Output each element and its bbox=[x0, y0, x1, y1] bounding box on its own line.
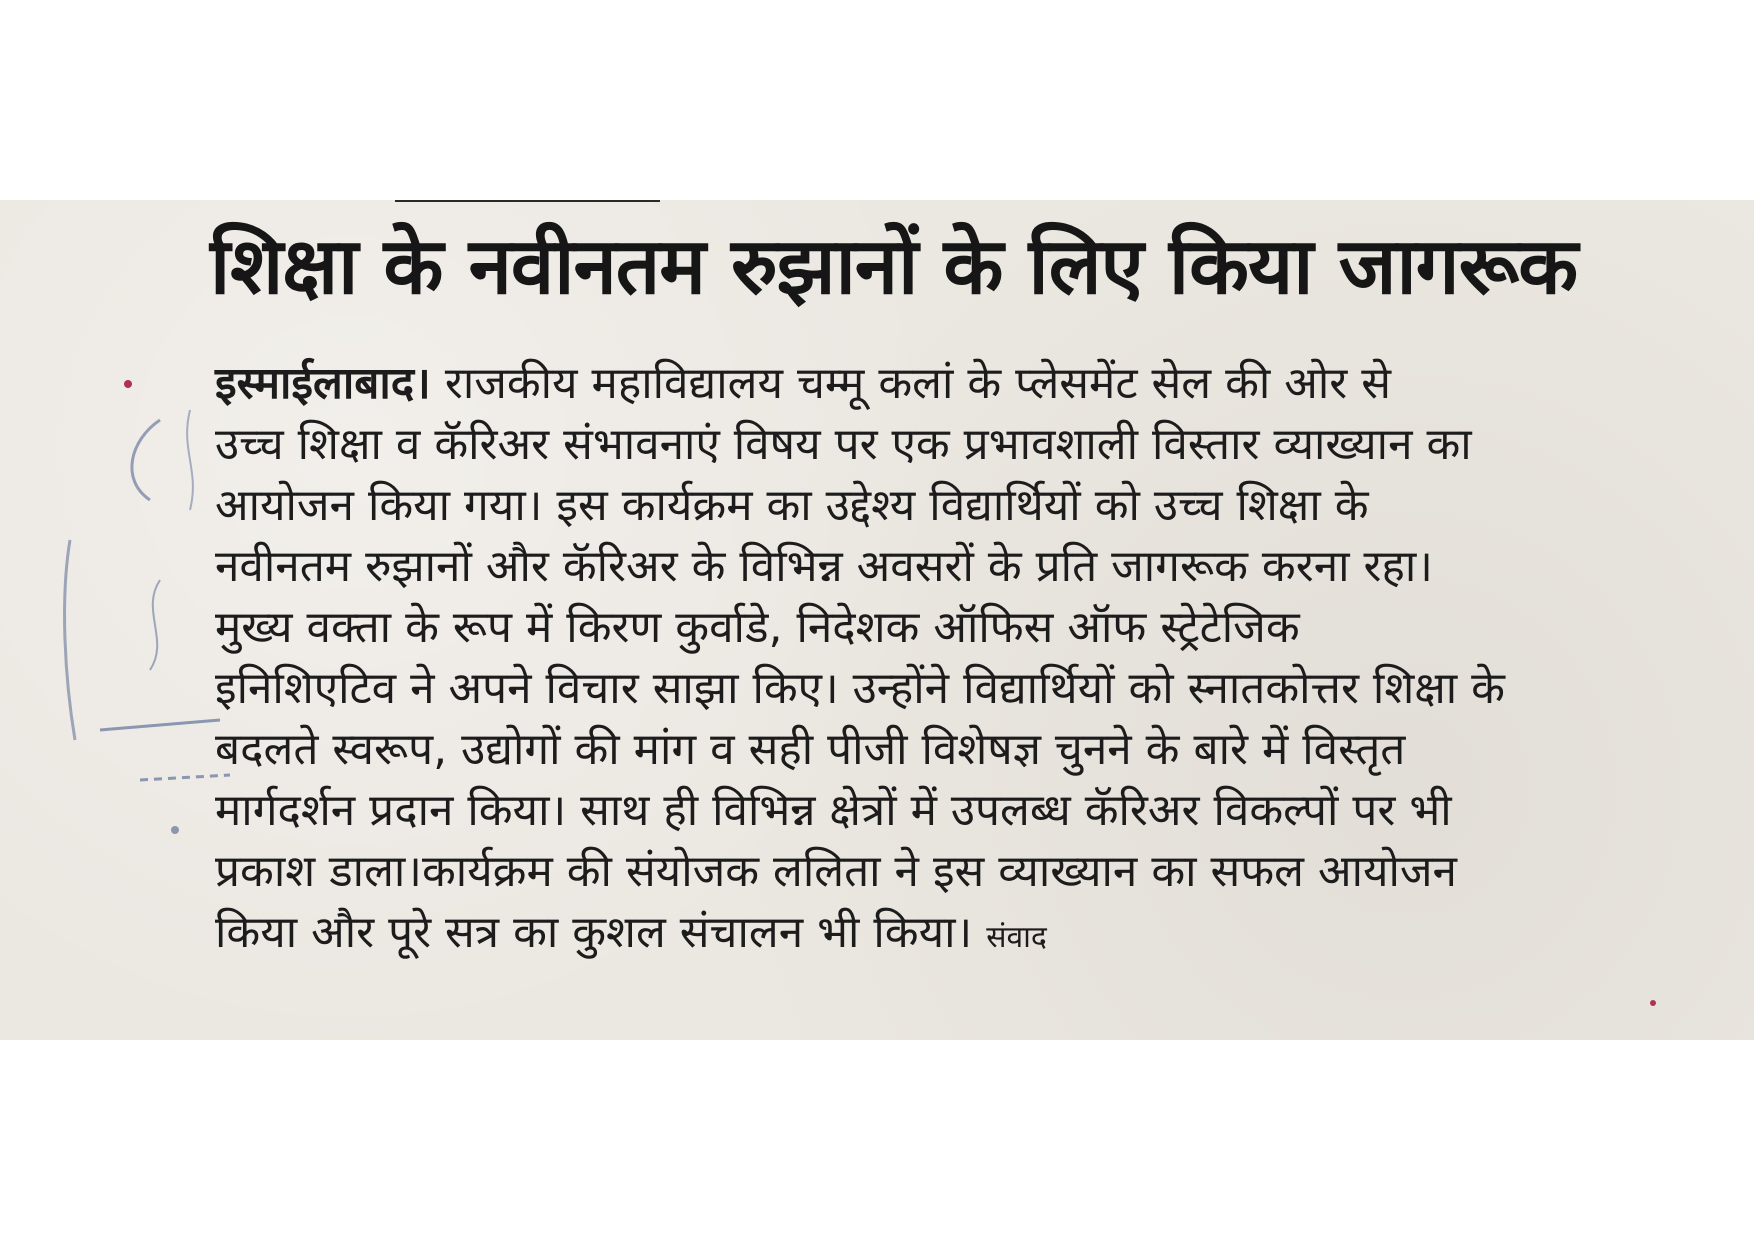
pen-stroke-1 bbox=[132, 420, 160, 500]
news-credit: संवाद bbox=[986, 920, 1047, 955]
article-line-9: प्रकाश डाला।कार्यक्रम की संयोजक ललिता ने इस व्याख्यान का सफल आयोजन bbox=[215, 846, 1457, 897]
article-line-10 bbox=[215, 902, 1715, 963]
pen-dot bbox=[171, 826, 179, 834]
pen-marks-illustration bbox=[40, 380, 240, 860]
pen-stroke-5 bbox=[100, 720, 220, 730]
article-line-5: मुख्य वक्ता के रूप में किरण कुर्वाडे, निदेशक ऑफिस ऑफ स्ट्रेटेजिक bbox=[215, 602, 1300, 653]
article-line-4: नवीनतम रुझानों और कॅरिअर के विभिन्न अवसरों के प्रति जागरूक करना रहा। bbox=[215, 541, 1433, 592]
article-line-6: इनिशिएटिव ने अपने विचार साझा किए। उन्होंने विद्यार्थियों को स्नातकोत्तर शिक्षा के bbox=[215, 663, 1505, 714]
article-line-7: बदलते स्वरूप, उद्योगों की मांग व सही पीजी विशेषज्ञ चुनने के बारे में विस्तृत bbox=[215, 724, 1406, 775]
article-line-3: आयोजन किया गया। इस कार्यक्रम का उद्देश्य विद्यार्थियों को उच्च शिक्षा के bbox=[215, 480, 1369, 531]
article-line-text: किया और पूरे सत्र का कुशल संचालन भी किया। bbox=[215, 907, 973, 958]
ink-speck bbox=[1650, 1000, 1656, 1006]
article-line-text: राजकीय महाविद्यालय चम्मू कलां के प्लेसमेंट सेल की ओर से bbox=[444, 358, 1391, 409]
pen-stroke-2 bbox=[187, 410, 193, 510]
pen-stroke-3 bbox=[65, 540, 75, 740]
headline: शिक्षा के नवीनतम रुझानों के लिए किया जागरूक bbox=[210, 222, 1578, 312]
article-line-8: मार्गदर्शन प्रदान किया। साथ ही विभिन्न क्षेत्रों में उपलब्ध कॅरिअर विकल्पों पर भी bbox=[215, 785, 1452, 836]
column-rule bbox=[395, 200, 660, 202]
margin-dot bbox=[124, 380, 132, 388]
article-line-1 bbox=[215, 353, 1715, 414]
pen-stroke-4 bbox=[150, 580, 160, 670]
dateline: इस्माईलाबाद। bbox=[215, 358, 431, 409]
article-line-2: उच्च शिक्षा व कॅरिअर संभावनाएं विषय पर एक प्रभावशाली विस्तार व्याख्यान का bbox=[215, 419, 1472, 470]
article-body bbox=[215, 353, 1715, 963]
